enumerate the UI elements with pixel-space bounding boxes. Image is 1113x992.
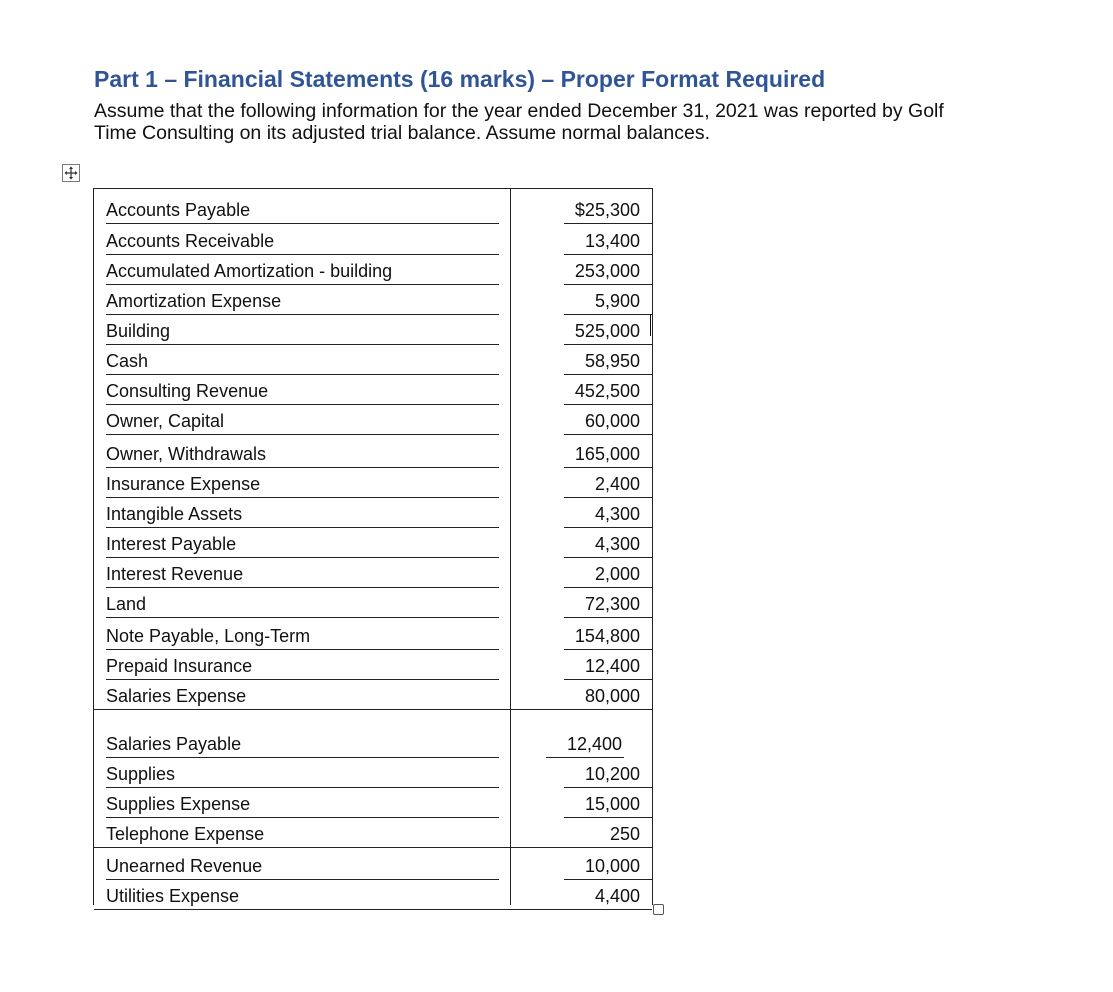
row-rule: [106, 344, 499, 345]
text-cursor: [650, 314, 651, 336]
intro-paragraph: [94, 100, 1054, 144]
row-rule: [106, 787, 499, 788]
account-name: Supplies: [106, 764, 176, 784]
account-name: Unearned Revenue: [106, 856, 263, 876]
account-name: Owner, Capital: [106, 411, 225, 431]
row-rule: [564, 314, 652, 315]
table-row: [94, 655, 652, 679]
account-amount: 253,000: [574, 261, 640, 281]
account-name: Intangible Assets: [106, 504, 243, 524]
row-rule: [564, 284, 652, 285]
account-name: Accumulated Amortization - building: [106, 261, 393, 281]
row-rule: [94, 847, 652, 848]
row-rule: [564, 817, 652, 818]
table-row: [94, 885, 652, 909]
account-amount: 10,000: [584, 856, 640, 876]
resize-square-icon[interactable]: [653, 904, 664, 915]
account-name: Note Payable, Long-Term: [106, 626, 311, 646]
table-move-handle[interactable]: [62, 164, 80, 182]
account-name: Land: [106, 594, 147, 614]
account-amount: $25,300: [574, 200, 640, 220]
section-separator: [94, 709, 652, 710]
account-amount: 165,000: [574, 444, 640, 464]
account-amount: 4,300: [594, 504, 640, 524]
account-name: Consulting Revenue: [106, 381, 269, 401]
row-rule: [564, 557, 652, 558]
row-rule: [94, 909, 652, 910]
row-rule: [564, 679, 652, 680]
table-column-divider: [510, 188, 511, 905]
account-name: Prepaid Insurance: [106, 656, 253, 676]
table-row: [94, 855, 652, 879]
row-rule: [106, 223, 499, 224]
account-name: Salaries Expense: [106, 686, 247, 706]
row-rule: [564, 617, 652, 618]
row-rule: [564, 404, 652, 405]
account-amount: 5,900: [594, 291, 640, 311]
account-amount: 13,400: [584, 231, 640, 251]
table-row: [94, 260, 652, 284]
move-arrows-icon: [63, 165, 79, 181]
row-rule: [564, 223, 652, 224]
account-amount: 4,400: [594, 886, 640, 906]
row-rule: [106, 757, 499, 758]
row-rule: [546, 757, 624, 758]
account-amount: 58,950: [584, 351, 640, 371]
account-amount: 2,000: [594, 564, 640, 584]
account-amount: 154,800: [574, 626, 640, 646]
table-row: [94, 230, 652, 254]
table-row: [94, 290, 652, 314]
table-row: [94, 380, 652, 404]
intro-line-2: Time Consulting on its adjusted trial balance. Assume normal balances.: [94, 122, 711, 144]
table-row: [94, 763, 652, 787]
row-rule: [106, 254, 499, 255]
account-amount: 4,300: [594, 534, 640, 554]
table-row: [94, 443, 652, 467]
row-rule: [106, 434, 499, 435]
row-rule: [564, 434, 652, 435]
account-amount: 2,400: [594, 474, 640, 494]
table-row: [94, 685, 652, 709]
table-row: [94, 320, 652, 344]
account-name: Amortization Expense: [106, 291, 282, 311]
row-rule: [564, 374, 652, 375]
account-amount: 525,000: [574, 321, 640, 341]
row-rule: [106, 879, 499, 880]
table-row: [94, 410, 652, 434]
account-name: Building: [106, 321, 171, 341]
table-row: [94, 199, 652, 223]
trial-balance-table: [93, 188, 653, 905]
account-name: Accounts Payable: [106, 200, 251, 220]
account-name: Supplies Expense: [106, 794, 251, 814]
account-amount: 12,400: [584, 656, 640, 676]
row-rule: [564, 527, 652, 528]
row-rule: [106, 374, 499, 375]
account-amount: 452,500: [574, 381, 640, 401]
table-row: [94, 733, 652, 757]
account-amount: 10,200: [584, 764, 640, 784]
row-rule: [106, 527, 499, 528]
row-rule: [564, 497, 652, 498]
page-title: Part 1 – Financial Statements (16 marks) – Proper Format Required: [94, 66, 826, 92]
row-rule: [106, 679, 499, 680]
account-amount: 12,400: [566, 734, 622, 754]
table-row: [94, 793, 652, 817]
account-name: Owner, Withdrawals: [106, 444, 267, 464]
table-row: [94, 503, 652, 527]
table-row: [94, 593, 652, 617]
account-amount: 15,000: [584, 794, 640, 814]
account-name: Interest Payable: [106, 534, 237, 554]
account-name: Insurance Expense: [106, 474, 261, 494]
row-rule: [106, 314, 499, 315]
row-rule: [564, 254, 652, 255]
table-row: [94, 533, 652, 557]
intro-line-1: Assume that the following information for the year ended December 31, 2021 was reported by Golf: [94, 100, 944, 122]
row-rule: [106, 497, 499, 498]
row-rule: [564, 344, 652, 345]
row-rule: [564, 879, 652, 880]
row-rule: [106, 557, 499, 558]
table-row: [94, 625, 652, 649]
row-rule: [106, 617, 499, 618]
row-rule: [106, 817, 499, 818]
row-rule: [564, 467, 652, 468]
row-rule: [564, 649, 652, 650]
row-rule: [106, 404, 499, 405]
account-name: Telephone Expense: [106, 824, 265, 844]
account-name: Interest Revenue: [106, 564, 244, 584]
account-amount: 80,000: [584, 686, 640, 706]
row-rule: [564, 587, 652, 588]
row-rule: [106, 284, 499, 285]
row-rule: [106, 467, 499, 468]
account-name: Utilities Expense: [106, 886, 240, 906]
account-amount: 72,300: [584, 594, 640, 614]
row-rule: [106, 587, 499, 588]
account-amount: 250: [609, 824, 640, 844]
table-row: [94, 563, 652, 587]
account-name: Cash: [106, 351, 149, 371]
row-rule: [564, 787, 652, 788]
table-row: [94, 350, 652, 374]
table-row: [94, 473, 652, 497]
table-row: [94, 823, 652, 847]
row-rule: [106, 649, 499, 650]
account-amount: 60,000: [584, 411, 640, 431]
account-name: Salaries Payable: [106, 734, 242, 754]
account-name: Accounts Receivable: [106, 231, 275, 251]
